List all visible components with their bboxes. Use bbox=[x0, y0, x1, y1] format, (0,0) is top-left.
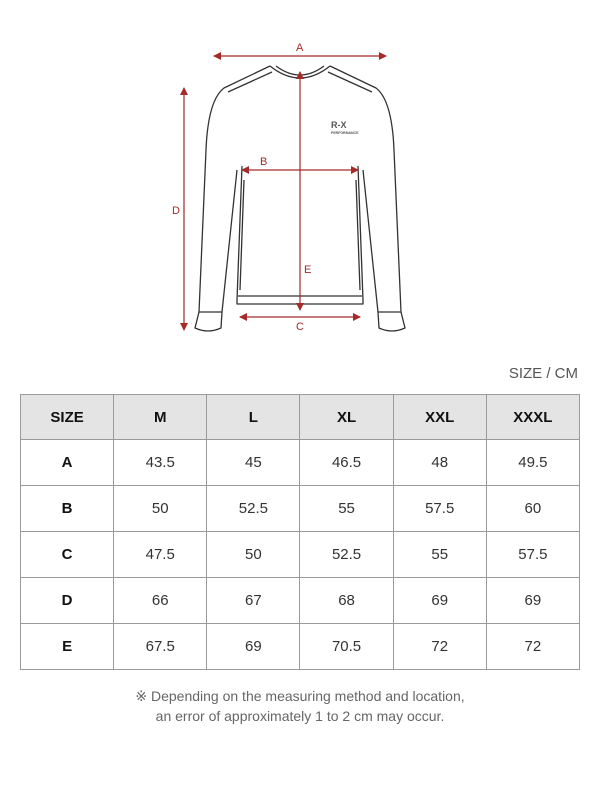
measurement-note bbox=[0, 686, 600, 726]
table-cell: 70.5 bbox=[300, 624, 393, 670]
table-cell: 67 bbox=[207, 578, 300, 624]
table-cell: 66 bbox=[114, 578, 207, 624]
svg-text:R-X: R-X bbox=[331, 120, 347, 130]
svg-text:PERFORMANCE: PERFORMANCE bbox=[331, 131, 359, 135]
table-cell: 48 bbox=[393, 440, 486, 486]
header-xl: XL bbox=[300, 395, 393, 440]
table-cell: 72 bbox=[486, 624, 579, 670]
header-size: SIZE bbox=[21, 395, 114, 440]
dimension-d-label: D bbox=[172, 205, 180, 217]
table-cell: 68 bbox=[300, 578, 393, 624]
row-label: C bbox=[21, 532, 114, 578]
dimension-e-label: E bbox=[304, 264, 312, 276]
row-label: B bbox=[21, 486, 114, 532]
garment-diagram bbox=[0, 0, 600, 350]
row-label: E bbox=[21, 624, 114, 670]
table-cell: 57.5 bbox=[393, 486, 486, 532]
table-cell: 50 bbox=[114, 486, 207, 532]
header-l: L bbox=[207, 395, 300, 440]
header-xxl: XXL bbox=[393, 395, 486, 440]
table-header-row bbox=[21, 395, 580, 440]
table-row bbox=[21, 578, 580, 624]
table-row bbox=[21, 624, 580, 670]
header-m: M bbox=[114, 395, 207, 440]
size-table bbox=[20, 394, 580, 670]
row-label: D bbox=[21, 578, 114, 624]
table-cell: 69 bbox=[207, 624, 300, 670]
header-xxxl: XXXL bbox=[486, 395, 579, 440]
table-cell: 52.5 bbox=[300, 532, 393, 578]
dimension-a-label: A bbox=[296, 42, 304, 54]
dimension-b-label: B bbox=[260, 156, 268, 168]
table-cell: 43.5 bbox=[114, 440, 207, 486]
unit-label: SIZE / CM bbox=[508, 365, 578, 382]
table-cell: 46.5 bbox=[300, 440, 393, 486]
table-cell: 49.5 bbox=[486, 440, 579, 486]
table-row bbox=[21, 486, 580, 532]
note-line-2: an error of approximately 1 to 2 cm may occur. bbox=[155, 708, 445, 724]
table-cell: 50 bbox=[207, 532, 300, 578]
note-line-1: ※ Depending on the measuring method and location, bbox=[135, 688, 465, 704]
table-cell: 67.5 bbox=[114, 624, 207, 670]
table-cell: 69 bbox=[393, 578, 486, 624]
table-cell: 55 bbox=[393, 532, 486, 578]
table-cell: 45 bbox=[207, 440, 300, 486]
table-cell: 55 bbox=[300, 486, 393, 532]
table-row bbox=[21, 440, 580, 486]
table-cell: 60 bbox=[486, 486, 579, 532]
brand-logo bbox=[331, 120, 359, 135]
table-row bbox=[21, 532, 580, 578]
row-label: A bbox=[21, 440, 114, 486]
table-cell: 52.5 bbox=[207, 486, 300, 532]
table-cell: 72 bbox=[393, 624, 486, 670]
dimension-c-label: C bbox=[296, 321, 304, 333]
table-cell: 47.5 bbox=[114, 532, 207, 578]
table-cell: 57.5 bbox=[486, 532, 579, 578]
table-cell: 69 bbox=[486, 578, 579, 624]
